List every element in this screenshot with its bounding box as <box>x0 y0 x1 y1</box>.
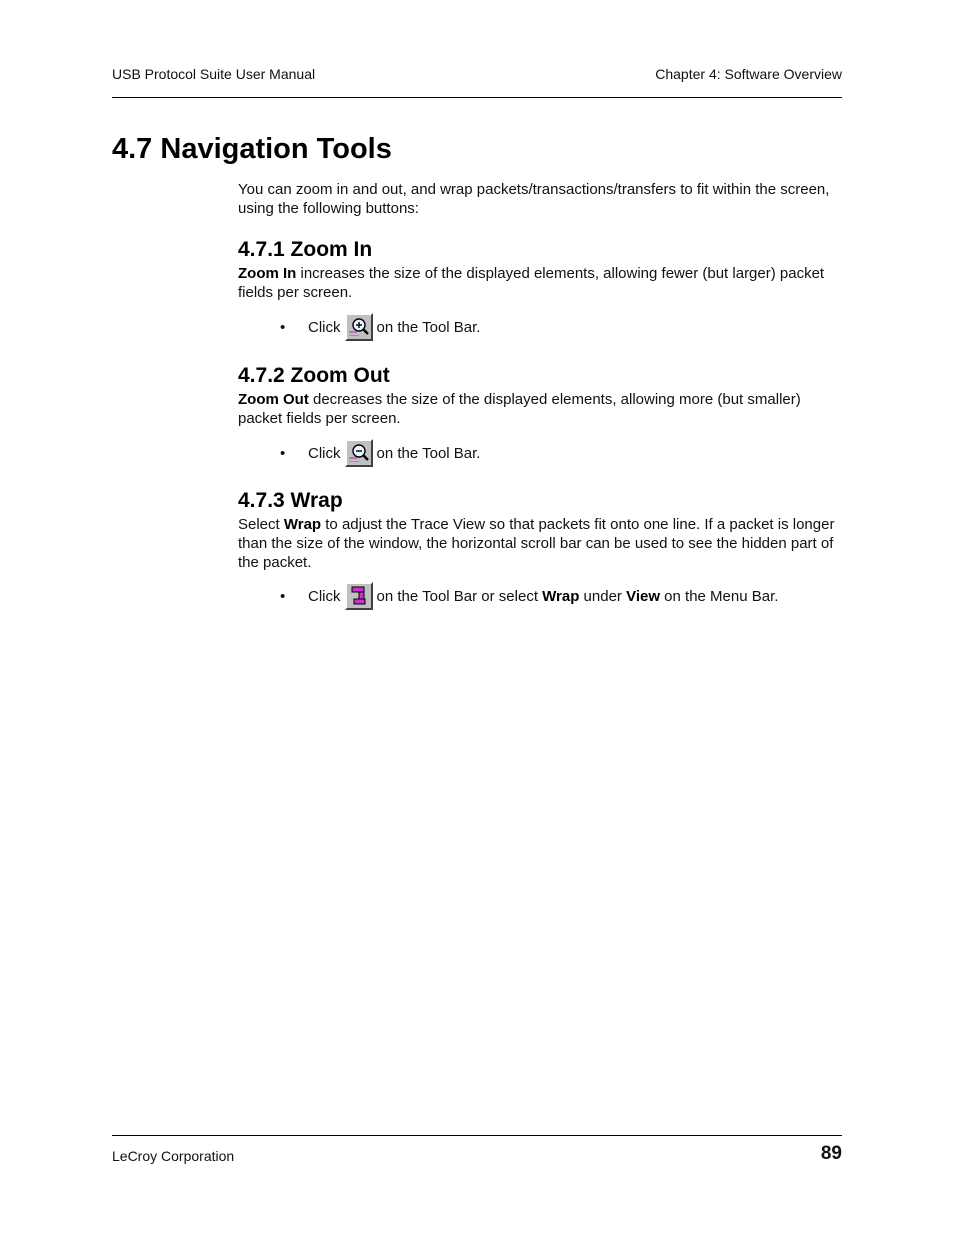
bullet: • <box>280 318 286 336</box>
instruction-suffix: on the Tool Bar. <box>376 318 481 336</box>
instruction-menubar: on the Menu Bar. <box>660 587 779 605</box>
instruction-suffix: on the Tool Bar. <box>376 444 481 462</box>
wrap-term: Wrap <box>283 516 322 533</box>
zoom-out-term: Zoom Out <box>238 391 309 408</box>
header-divider <box>112 97 842 98</box>
wrap-instruction <box>280 582 778 610</box>
wrap-heading: 4.7.3 Wrap <box>238 489 343 512</box>
click-label: Click <box>308 444 341 462</box>
click-label: Click <box>308 318 341 336</box>
zoom-out-icon[interactable] <box>345 439 373 467</box>
click-label: Click <box>308 587 341 605</box>
intro-paragraph: You can zoom in and out, and wrap packets/transactions/transfers to fit within the screen, using the following buttons: <box>238 181 830 217</box>
bullet: • <box>280 444 286 462</box>
instruction-suffix: on the Tool Bar or select <box>376 587 543 605</box>
footer-divider <box>112 1135 842 1136</box>
running-header-chapter: Chapter 4: Software Overview <box>655 66 842 82</box>
wrap-description <box>238 515 842 572</box>
zoom-in-heading: 4.7.1 Zoom In <box>238 238 373 261</box>
wrap-select-text: Select <box>238 516 284 533</box>
zoom-out-description <box>238 390 842 428</box>
zoom-in-text: increases the size of the displayed elements, allowing fewer (but larger) packet fields per screen. <box>238 265 825 301</box>
wrap-icon[interactable] <box>345 582 373 610</box>
view-menu-term: View <box>626 587 661 605</box>
zoom-in-icon[interactable] <box>345 313 373 341</box>
footer-company: LeCroy Corporation <box>112 1148 235 1164</box>
section-intro <box>238 180 842 218</box>
wrap-menu-term: Wrap <box>542 587 580 605</box>
zoom-in-instruction <box>280 313 480 341</box>
running-header-title: USB Protocol Suite User Manual <box>112 66 316 82</box>
instruction-under: under <box>579 587 627 605</box>
zoom-out-instruction <box>280 439 480 467</box>
page-number: 89 <box>820 1143 842 1164</box>
section-title: 4.7 Navigation Tools <box>112 133 392 165</box>
zoom-out-heading: 4.7.2 Zoom Out <box>238 364 390 387</box>
zoom-in-description <box>238 264 842 302</box>
zoom-in-term: Zoom In <box>238 265 297 282</box>
bullet: • <box>280 587 286 605</box>
zoom-out-text: decreases the size of the displayed elements, allowing more (but smaller) packet fields per screen. <box>238 391 801 427</box>
wrap-text: to adjust the Trace View so that packets fit onto one line. If a packet is longer than the size of the window, the horizontal scroll bar can be used to see the hidden part of the packet. <box>238 516 835 571</box>
